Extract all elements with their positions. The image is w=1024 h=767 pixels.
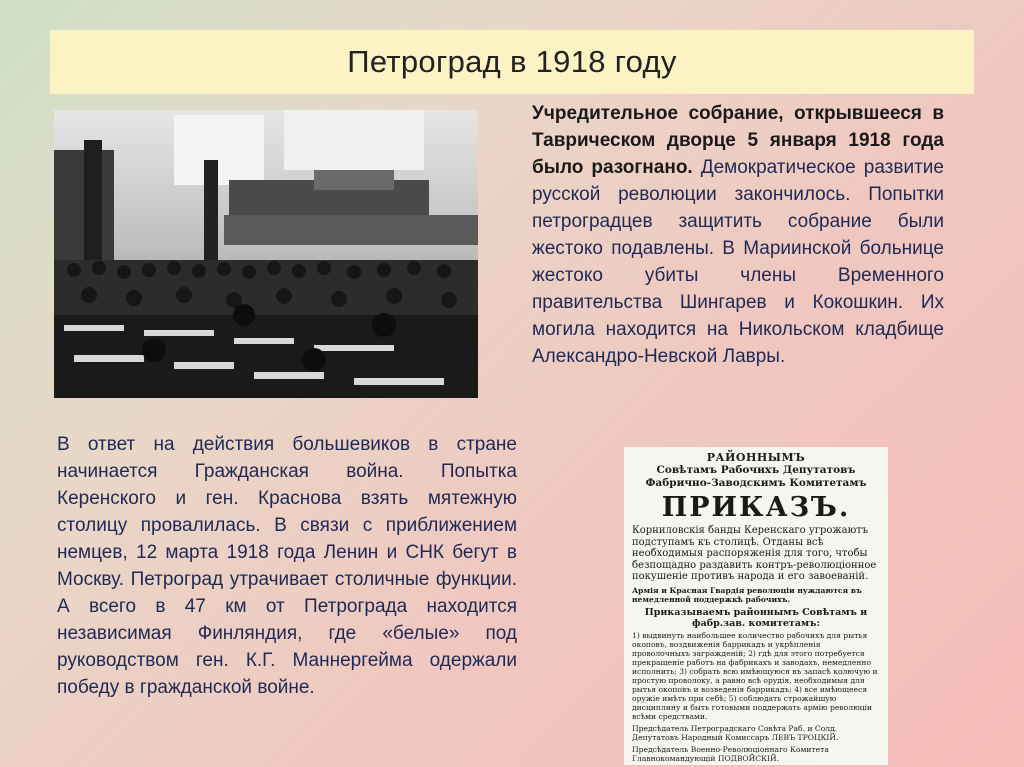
assembly-body-text: Демократическое развитие русской революции закончилось. Попытки петроградцев защитить собрание были жестоко подавлены. В Мариинской больнице жестоко убиты члены Временного правительства Шингарев и Кокошкин. Их могила находится на Никольском кладбище Александро-Невской Лавры.	[532, 157, 944, 367]
order-items: 1) выдвинуть наибольшее количество рабочихъ для рытья окоповъ, воздвиженія баррикадъ и укрѣпленія проволочныхъ загражденій; 2) гдѣ для этого потребуется прекращеніе работъ на фабрикахъ и заводахъ, немедленно исполнить; 3) собрать всю имѣющуюся въ запасѣ колючую и простую проволоку, а равно всѣ орудія, необходимыя для рытья окоповъ и возведенія баррикадъ; 4) все имѣющееся оружіе имѣть при себѣ; 5) соблюдать строжайшую дисциплину и быть готовыми поддержать армію революціи всѣми средствами.	[632, 630, 878, 721]
order-document-image	[624, 447, 888, 765]
order-signature-1: Предсѣдатель Петроградскаго Совѣта Раб. и Солд. Депутатовъ Народный Комиссаръ ЛЕВЪ ТРОЦКІЙ.	[632, 723, 839, 742]
order-title: ПРИКАЗЪ.	[661, 492, 851, 523]
title-bar	[50, 30, 974, 94]
order-subheading: Приказываемъ районнымъ Совѣтамъ и фабр.зав. комитетамъ:	[644, 606, 868, 629]
order-paragraph-2: Армія и Красная Гвардія революціи нуждаются въ немедленной поддержкѣ рабочихъ.	[632, 585, 862, 604]
assembly-photo-image	[54, 110, 478, 398]
civil-war-body-text: В ответ на действия большевиков в стране начинается Гражданская война. Попытка Керенского и ген. Краснова взять мятежную столицу провалилась. В связи с приближением немцев, 12 марта 1918 года Ленин и СНК бегут в Москву. Петроград утрачивает столичные функции. А всего в 47 км от Петрограда находится независимая Финляндия, где «белые» под руководством ген. К.Г. Маннергейма одержали победу в гражданской войне.	[57, 434, 517, 698]
order-paragraph-1: Корниловскія банды Керенскаго угрожаютъ подступамъ къ столицѣ. Отданы всѣ необходимыя распоряженія для того, чтобы безпощадно раздавить контръ-революціонное покушеніе противъ народа и его завоеваній.	[632, 525, 877, 582]
assembly-photo	[54, 110, 478, 398]
assembly-lead-text: Учредительное собрание, открывшееся в Таврическом дворце 5 января 1918 года было разогнано.	[532, 103, 944, 178]
civil-war-description	[57, 431, 517, 701]
order-signature-2: Предсѣдатель Военно-Революціоннаго Комитета Главнокомандующій ПОДВОЙСКІЙ.	[632, 744, 829, 763]
assembly-description	[532, 100, 944, 370]
slide-title: Петроград в 1918 году	[347, 44, 677, 79]
order-header-2: Совѣтамъ Рабочихъ Депутатовъ	[656, 464, 856, 476]
order-header-1: РАЙОННЫМЪ	[706, 451, 806, 464]
order-header-3: Фабрично-Заводскимъ Комитетамъ	[645, 477, 867, 489]
